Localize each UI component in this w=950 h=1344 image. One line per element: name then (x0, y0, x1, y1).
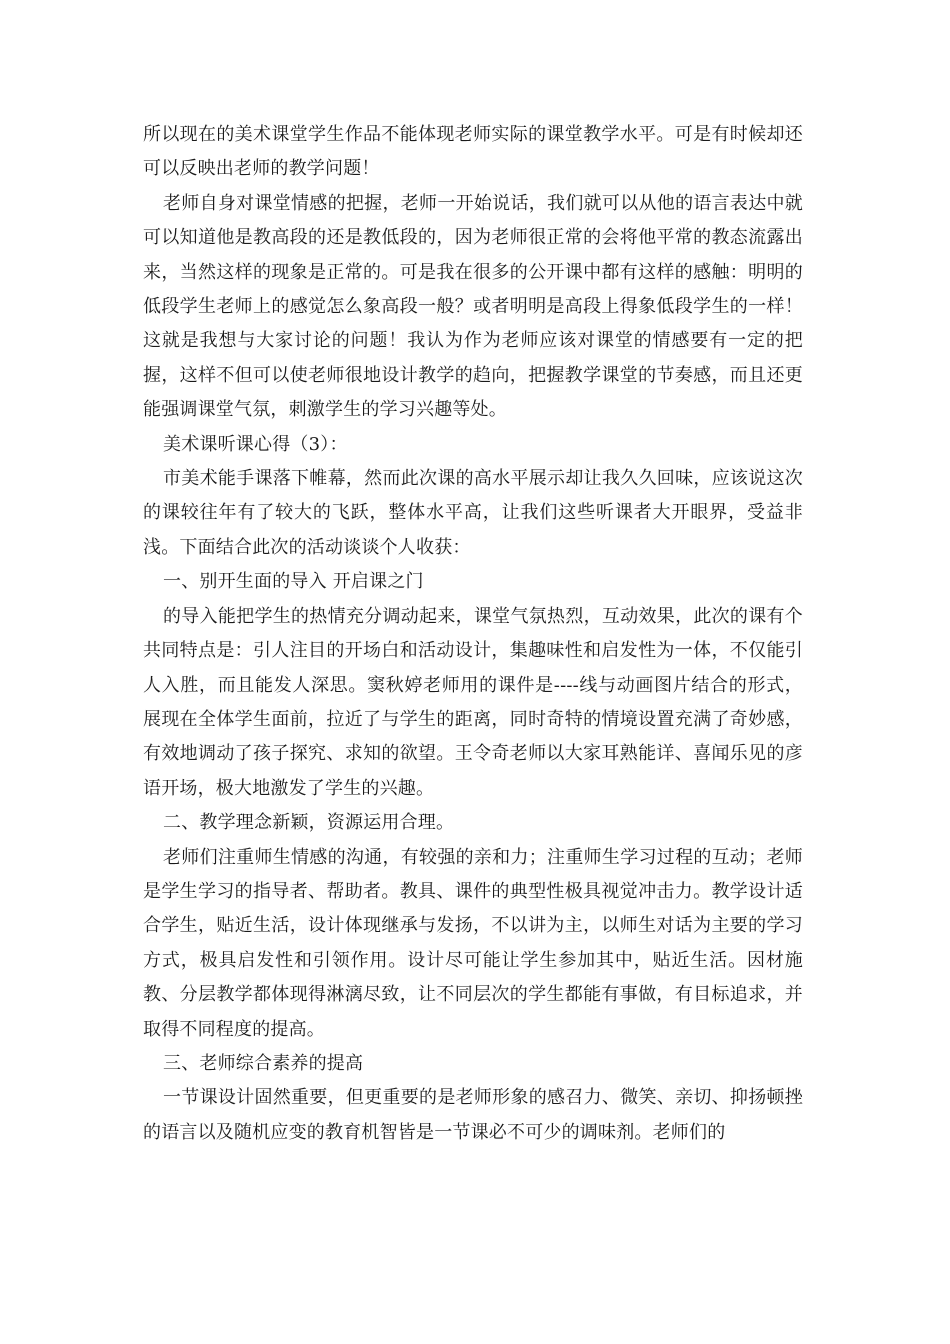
paragraph: 所以现在的美术课堂学生作品不能体现老师实际的课堂教学水平。可是有时候却还可以反映出老师的教学问题！ (143, 124, 803, 180)
paragraph: 一节课设计固然重要，但更重要的是老师形象的感召力、微笑、亲切、抑扬顿挫的语言以及随机应变的教育机智皆是一节课必不可少的调味剂。老师们的 (143, 1087, 803, 1143)
paragraph: 老师们注重师生情感的沟通，有较强的亲和力；注重师生学习过程的互动；老师是学生学习的指导者、帮助者。教具、课件的典型性极具视觉冲击力。教学设计适合学生，贴近生活，设计体现继承与发扬，不以讲为主，以师生对话为主要的学习方式，极具启发性和引领作用。设计尽可能让学生参加其中，贴近生活。因材施教、分层教学都体现得淋漓尽致，让不同层次的学生都能有事做，有目标追求，并取得不同程度的提高。 (143, 846, 803, 1040)
section-heading: 三、老师综合素养的提高 (163, 1052, 364, 1074)
document-body (143, 118, 803, 1150)
section-heading: 二、教学理念新颖，资源运用合理。 (163, 812, 455, 834)
paragraph: 老师自身对课堂情感的把握，老师一开始说话，我们就可以从他的语言表达中就可以知道他是教高段的还是教低段的，因为老师很正常的会将他平常的教态流露出来，当然这样的现象是正常的。可是我在很多的公开课中都有这样的感触：明明的低段学生老师上的感觉怎么象高段一般？或者明明是高段上得象低段学生的一样！这就是我想与大家讨论的问题！我认为作为老师应该对课堂的情感要有一定的把握，这样不但可以使老师很地设计教学的趋向，把握教学课堂的节奏感，而且还更能强调课堂气氛，刺激学生的学习兴趣等处。 (143, 192, 803, 421)
section-heading: 美术课听课心得（3）： (163, 433, 348, 455)
paragraph: 的导入能把学生的热情充分调动起来，课堂气氛热烈，互动效果，此次的课有个共同特点是：引人注目的开场白和活动设计，集趣味性和启发性为一体，不仅能引人入胜，而且能发人深思。窦秋婷老师用的课件是----线与动画图片结合的形式，展现在全体学生面前，拉近了与学生的距离，同时奇特的情境设置充满了奇妙感，有效地调动了孩子探究、求知的欲望。王令奇老师以大家耳熟能详、喜闻乐见的彦语开场，极大地激发了学生的兴趣。 (143, 605, 803, 799)
paragraph: 市美术能手课落下帷幕，然而此次课的高水平展示却让我久久回味，应该说这次的课较往年有了较大的飞跃，整体水平高，让我们这些听课者大开眼界，受益非浅。下面结合此次的活动谈谈个人收获： (143, 468, 803, 558)
section-heading: 一、别开生面的导入 开启课之门 (163, 571, 424, 593)
